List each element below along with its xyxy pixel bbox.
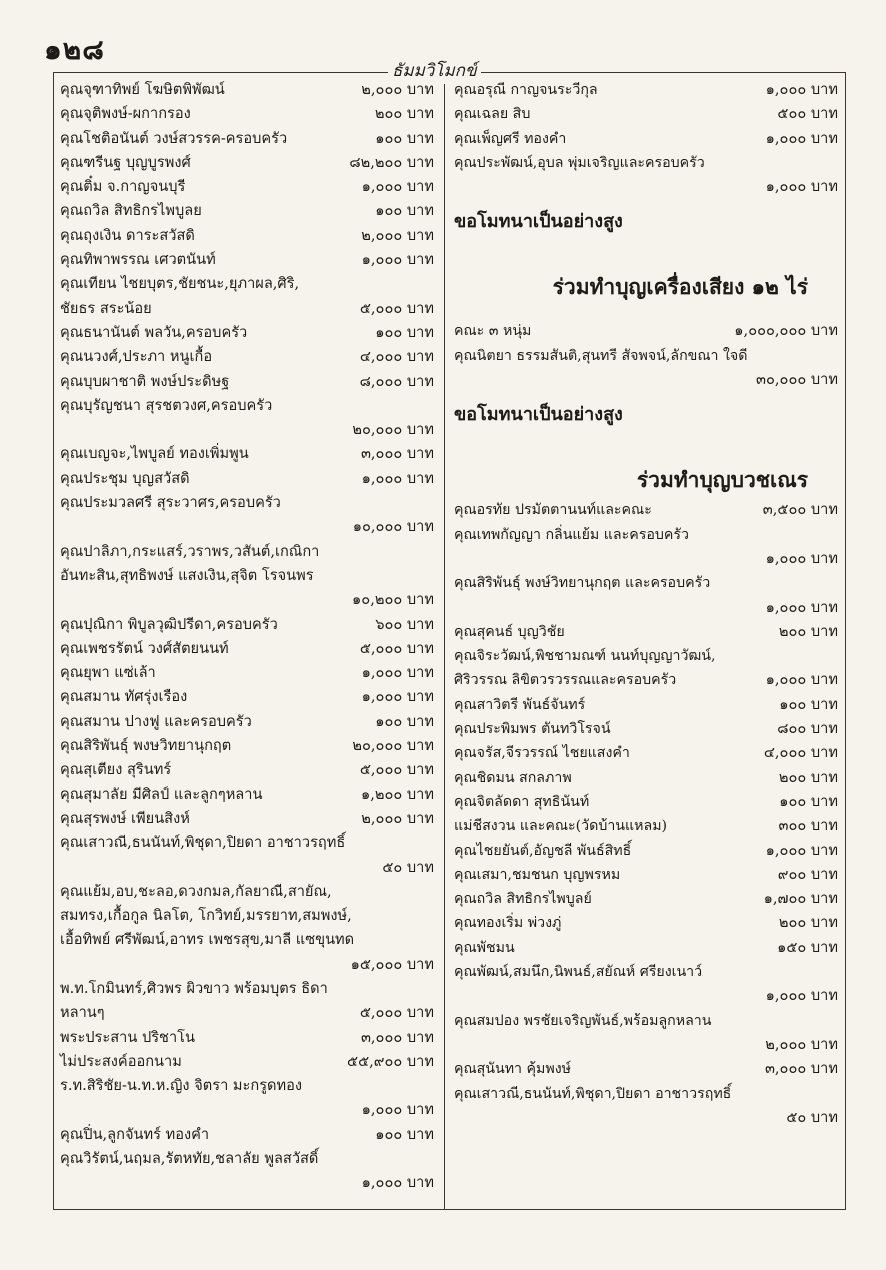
donor-name: ชัยธร สระน้อย (60, 299, 152, 317)
donor-name: คุณบุรัญชนา สุรชตวงศ,ครอบครัว (60, 396, 273, 414)
donor-row (60, 783, 434, 807)
donor-name: คุณจิระวัฒน์,พิชชามณฑ์ นนท์บุญญาวัฒน์, (454, 648, 716, 665)
donor-name: ศิริวรรณ ลิขิตวรวรรณและครอบครัว (454, 672, 677, 689)
donation-amount: ๕,๐๐๐ บาท (359, 299, 434, 317)
donor-name: คุณแย้ม,อบ,ชะลอ,ดวงกมล,กัลยาณี,สายัณ, (60, 882, 332, 900)
donor-row (60, 710, 434, 734)
donor-row (454, 368, 838, 392)
donor-row (454, 175, 838, 199)
donor-row (454, 523, 838, 547)
donation-amount: ๘,๐๐๐ บาท (359, 372, 434, 390)
right-column (454, 78, 838, 1130)
donor-name: คุณปุณิกา พิบูลวุฒิปรีดา,ครอบครัว (60, 615, 278, 633)
donor-name: ร.ท.สิริชัย-น.ท.ห.ญิง จิตรา มะกรูดทอง (60, 1077, 303, 1095)
donor-row (60, 272, 434, 296)
donor-name: คุณจุฑาทิพย์ โฆษิตพิพัฒน์ (60, 81, 225, 98)
donor-row (60, 321, 434, 345)
donation-amount: ๑๐,๒๐๐ บาท (352, 591, 434, 609)
donation-amount: ๕๐ บาท (786, 1108, 838, 1126)
donation-amount: ๑,๐๐๐ บาท (765, 549, 838, 567)
donor-row (60, 588, 434, 612)
novice-donor-list (454, 498, 838, 1130)
donor-name: เอื้อทิพย์ ศรีพัฒน์,อาทร เพชรสุข,มาลี แซขุนทด (60, 931, 355, 949)
donation-amount: ๒,๐๐๐ บาท (361, 809, 434, 827)
donation-amount: ๒๐๐ บาท (778, 914, 838, 932)
donation-amount: ๖๐๐ บาท (375, 615, 434, 633)
donor-row (454, 693, 838, 717)
donor-name: อันทะสิน,สุทธิพงษ์ แสงเงิน,สุจิต โรจนพร (60, 566, 314, 584)
donor-name: คุณเพ็ญศรี ทองคำ (454, 130, 567, 147)
donor-name: คุณพัฒน์,สมนึก,นิพนธ์,สยัณห์ ศรียงเนาว์ (454, 964, 703, 981)
donor-name: พ.ท.โกมินทร์,ศิวพร ผิวขาว พร้อมบุตร ธิดา (60, 979, 328, 997)
donor-row (454, 571, 838, 595)
donor-row (454, 620, 838, 644)
donation-amount: ๑,๒๐๐ บาท (360, 785, 434, 803)
anumodana-heading-2: ขอโมทนาเป็นอย่างสูง (454, 404, 623, 426)
donor-row (454, 839, 838, 863)
donor-row (454, 498, 838, 522)
donation-amount: ๓,๐๐๐ บาท (360, 445, 434, 463)
donor-row (60, 661, 434, 685)
donor-name: คุณสุมาลัย มีศิลป์ และลูกๆหลาน (60, 785, 263, 803)
donation-amount: ๑๐๐ บาท (375, 323, 434, 341)
donor-row (454, 151, 838, 175)
donation-amount: ๑,๐๐๐ บาท (765, 671, 838, 689)
donor-name: คุณเทียน ไชยบุตร,ชัยชนะ,ยุภาผล,ศิริ, (60, 275, 300, 293)
anumodana-heading-1: ขอโมทนาเป็นอย่างสูง (454, 211, 623, 233)
donor-name: คุณสุนันทา คุ้มพงษ์ (454, 1061, 572, 1078)
donor-row (454, 102, 838, 126)
donor-row (60, 102, 434, 126)
donor-name: หลานๆ (60, 1004, 105, 1022)
donor-name: พระประสาน ปริชาโน (60, 1028, 195, 1046)
donation-amount: ๑,๐๐๐ บาท (361, 664, 434, 682)
donor-row (60, 467, 434, 491)
donor-name: คุณนวงศ์,ประภา หนูเกื้อ (60, 348, 213, 366)
donor-row (60, 515, 434, 539)
donation-amount: ๑,๐๐๐ บาท (765, 841, 838, 859)
donor-row (60, 78, 434, 102)
donor-name: คุณเบญจะ,ไพบูลย์ ทองเพิ่มพูน (60, 445, 249, 463)
donor-row (454, 863, 838, 887)
donor-row (60, 224, 434, 248)
donor-name: คุณบุบผาชาติ พงษ์ประดิษฐ (60, 372, 230, 390)
donor-row (454, 814, 838, 838)
donor-row (60, 734, 434, 758)
donation-amount: ๑,๐๐๐ บาท (765, 129, 838, 147)
donation-amount: ๑๕,๐๐๐ บาท (350, 955, 434, 973)
donation-amount: ๑๕๐ บาท (777, 938, 838, 956)
donation-amount: ๑,๐๐๐ บาท (765, 598, 838, 616)
donation-amount: ๒๐,๐๐๐ บาท (352, 421, 434, 439)
donor-row (454, 766, 838, 790)
donor-row (60, 564, 434, 588)
donor-name: คุณเสาวณี,ธนนันท์,พิชุดา,ปิยดา อาชาวรฤทธิ์ (454, 1085, 732, 1102)
donation-amount: ๑,๐๐๐ บาท (765, 81, 838, 98)
donor-name: คุณถวิล สิทธิกรไพบูลย์ (454, 891, 592, 908)
donor-row (60, 248, 434, 272)
donor-row (454, 1009, 838, 1033)
donor-name: คุณสุรพงษ์ เพียนสิงห์ (60, 809, 190, 827)
donor-row (454, 344, 838, 368)
donor-name: คุณถุงเงิน ดาระสวัสดิ (60, 226, 195, 244)
donation-amount: ๓๐๐ บาท (778, 817, 838, 835)
donor-row (60, 370, 434, 394)
donation-amount: ๘๒,๒๐๐ บาท (349, 153, 434, 171)
donor-row (454, 1106, 838, 1130)
donation-amount: ๓,๐๐๐ บาท (764, 1060, 838, 1078)
donor-row (454, 127, 838, 151)
donation-amount: ๑,๐๐๐ บาท (361, 251, 434, 269)
donation-amount: ๓,๐๐๐ บาท (360, 1028, 434, 1046)
donor-row (454, 668, 838, 692)
donor-row (454, 960, 838, 984)
donor-row (454, 1057, 838, 1081)
donor-row (454, 1033, 838, 1057)
donor-row (60, 1123, 434, 1147)
donor-name: คุณประพัฒน์,อุบล พุ่มเจริญและครอบครัว (454, 154, 705, 171)
donor-row (60, 977, 434, 1001)
donor-name: คุณอรุณี กาญจนระวีกุล (454, 82, 598, 98)
donor-row (60, 1026, 434, 1050)
donor-row (60, 151, 434, 175)
spacer (454, 434, 838, 462)
donation-amount: ๑,๐๐๐,๐๐๐ บาท (734, 322, 838, 340)
donor-row (454, 596, 838, 620)
donor-row (60, 540, 434, 564)
donor-row (454, 1082, 838, 1106)
donation-amount: ๒,๐๐๐ บาท (765, 1035, 838, 1053)
donor-row (454, 936, 838, 960)
donor-row (60, 418, 434, 442)
donor-row (60, 1171, 434, 1195)
donation-amount: ๑๐๐ บาท (779, 792, 838, 810)
donation-amount: ๙๐๐ บาท (777, 865, 838, 883)
donation-amount: ๕๐๐ บาท (777, 105, 838, 123)
donor-row (60, 831, 434, 855)
donation-amount: ๑,๐๐๐ บาท (361, 688, 434, 706)
donor-row (60, 1074, 434, 1098)
donor-name: คุณปาลิภา,กระแสร์,วราพร,วสันต์,เกณิกา (60, 542, 320, 560)
donation-amount: ๑๐๐ บาท (375, 129, 434, 147)
donation-amount: ๑๐๐ บาท (375, 1125, 434, 1143)
donor-name: คุณไชยยันต์,อัญชลี พันธ์สิทธิ์ (454, 842, 632, 859)
donor-name: คุณยุพา แซ่เล้า (60, 664, 156, 682)
donor-name: คุณถวิล สิทธิกรไพบูลย (60, 202, 202, 220)
donor-name: คุณจิตลัดดา สุทธินันท์ (454, 793, 590, 810)
donation-amount: ๕,๐๐๐ บาท (359, 761, 434, 779)
donor-name: คุณเพชรรัตน์ วงศ์สัตยนนท์ (60, 639, 229, 657)
donor-name: คุณวิรัตน์,นฤมล,รัตหทัย,ชลาลัย พูลสวัสดิ์ (60, 1150, 319, 1168)
page-number: ๑๒๘ (44, 33, 105, 66)
donation-amount: ๕๐ บาท (382, 858, 434, 876)
donor-row (454, 741, 838, 765)
donor-row (60, 1050, 434, 1074)
donation-amount: ๒,๐๐๐ บาท (361, 81, 434, 98)
donor-row (454, 790, 838, 814)
donation-amount: ๑๐๐ บาท (375, 202, 434, 220)
donation-amount: ๔,๐๐๐ บาท (359, 348, 434, 366)
donor-name: คุณเฉลย สิบ (454, 106, 531, 123)
donor-name: คุณติ๋ม จ.กาญจนบุรี (60, 178, 186, 196)
donation-amount: ๑,๗๐๐ บาท (763, 890, 838, 908)
donor-row (60, 953, 434, 977)
donor-row (454, 984, 838, 1008)
donor-row (60, 685, 434, 709)
donor-name: คุณสิริพันธุ์ พงษ์วิทยานุกฤต และครอบครัว (454, 575, 711, 592)
donor-name: คุณฑรีนฐ บุญบูรพงศ์ (60, 153, 191, 171)
donor-row (454, 547, 838, 571)
donor-name: คุณสิริพันธุ์ พงษวิทยานุกฤต (60, 737, 232, 755)
donor-name: คุณเสาวณี,ธนนันท์,พิชุดา,ปิยดา อาชาวรฤทธิ์ (60, 834, 346, 852)
donor-name: คุณปิ่น,ลูกจันทร์ ทองคำ (60, 1125, 210, 1143)
donor-name: สมทรง,เกื้อกูล นิลโต, โกวิทย์,มรรยาท,สมพงษ์, (60, 907, 352, 925)
donor-name: คุณอรทัย ปรมัตตานนท์และคณะ (454, 502, 652, 519)
donor-row (60, 856, 434, 880)
donation-amount: ๑,๐๐๐ บาท (361, 178, 434, 196)
donor-row (60, 345, 434, 369)
donation-amount: ๑,๐๐๐ บาท (765, 987, 838, 1005)
donor-name: คุณจุติพงษ์-ผกากรอง (60, 105, 191, 123)
donor-row (60, 807, 434, 831)
header-title: ธัมมวิโมกข์ (388, 57, 481, 84)
donor-name: คุณประชุม บุญสวัสดิ (60, 469, 190, 487)
donor-name: ไม่ประสงค์ออกนาม (60, 1052, 182, 1070)
donor-name: คุณนิตยา ธรรมสันติ,สุนทรี สัจพจน์,ลักขณา ใจดี (454, 347, 748, 364)
donation-amount: ๑,๐๐๐ บาท (361, 469, 434, 487)
donor-name: แม่ชีสงวน และคณะ(วัดบ้านแหลม) (454, 818, 668, 835)
donor-row (60, 1147, 434, 1171)
section-title-speaker: ร่วมทำบุญเครื่องเสียง ๑๒ ไร่ (552, 274, 808, 300)
donation-amount: ๓๐,๐๐๐ บาท (756, 371, 838, 389)
donor-name: คุณทองเริ่ม พ่วงภู่ (454, 915, 562, 932)
donor-row (60, 904, 434, 928)
spacer (454, 241, 838, 269)
donor-row (60, 613, 434, 637)
donor-name: คุณชิดมน สกลภาพ (454, 769, 572, 786)
donor-row (60, 637, 434, 661)
donor-row (60, 442, 434, 466)
donation-amount: ๕๕,๙๐๐ บาท (347, 1052, 434, 1070)
right-top-list (454, 78, 838, 199)
donation-amount: ๒,๐๐๐ บาท (361, 226, 434, 244)
donation-amount: ๑๐,๐๐๐ บาท (352, 518, 434, 536)
donor-name: คณะ ๓ หนุ่ม (454, 323, 532, 340)
donation-amount: ๕,๐๐๐ บาท (359, 639, 434, 657)
donor-name: คุณสาวิตรี พันธ์จันทร์ (454, 696, 586, 713)
donor-name: คุณสมาน ทัศรุ่งเรือง (60, 688, 188, 706)
donor-name: คุณทิพาพรรณ เศวตนันท์ (60, 251, 216, 269)
left-column (60, 78, 434, 1196)
donor-row (60, 175, 434, 199)
donor-row (60, 928, 434, 952)
donor-row (60, 127, 434, 151)
donor-row (60, 491, 434, 515)
donor-row (60, 880, 434, 904)
donor-name: คุณสุคนธ์ บุญวิชัย (454, 623, 565, 640)
donation-amount: ๑๐๐ บาท (375, 712, 434, 730)
donor-name: คุณสมปอง พรชัยเจริญพันธ์,พร้อมลูกหลาน (454, 1012, 712, 1029)
donor-name: คุณเทพกัญญา กลิ่นแย้ม และครอบครัว (454, 526, 689, 543)
donor-name: คุณประพิมพร ตันทวิโรจน์ (454, 721, 611, 738)
donor-row (454, 911, 838, 935)
donor-row (60, 1001, 434, 1025)
donor-row (454, 644, 838, 668)
donor-name: คุณธนานันต์ พลวัน,ครอบครัว (60, 323, 248, 341)
spacer (454, 305, 838, 319)
donor-row (60, 758, 434, 782)
donor-name: คุณพัชมน (454, 939, 515, 956)
donor-name: คุณเสมา,ชมชนก บุญพรหม (454, 866, 621, 883)
donor-name: คุณประมวลศรี สุระวาศร,ครอบครัว (60, 494, 281, 512)
donor-row (454, 78, 838, 102)
donor-name: คุณจรัส,จีรวรรณ์ ไชยแสงคำ (454, 745, 630, 762)
donation-amount: ๕,๐๐๐ บาท (359, 1004, 434, 1022)
donor-row (60, 394, 434, 418)
donor-row (454, 717, 838, 741)
donor-name: คุณโชติอนันต์ วงษ์สวรรค-ครอบครัว (60, 129, 288, 147)
donation-amount: ๒๐๐ บาท (778, 768, 838, 786)
column-divider (444, 72, 445, 1210)
donation-amount: ๘๐๐ บาท (777, 720, 838, 738)
donation-amount: ๑,๐๐๐ บาท (361, 1101, 434, 1119)
speaker-donor-list (454, 319, 838, 392)
donation-amount: ๑,๐๐๐ บาท (765, 178, 838, 196)
donation-amount: ๒๐,๐๐๐ บาท (352, 737, 434, 755)
donation-amount: ๓,๕๐๐ บาท (762, 501, 838, 519)
donor-row (454, 319, 838, 343)
donor-name: คุณสุเตียง สุรินทร์ (60, 761, 172, 779)
donor-name: คุณสมาน ปางฟู และครอบครัว (60, 712, 252, 730)
donor-row (60, 1098, 434, 1122)
donation-amount: ๒๐๐ บาท (778, 622, 838, 640)
donation-amount: ๑๐๐ บาท (779, 695, 838, 713)
section-title-novice: ร่วมทำบุญบวชเณร (636, 467, 808, 493)
donation-amount: ๒๐๐ บาท (374, 105, 434, 123)
donor-row (60, 199, 434, 223)
donation-amount: ๑,๐๐๐ บาท (361, 1174, 434, 1192)
donor-row (60, 297, 434, 321)
donation-amount: ๔,๐๐๐ บาท (763, 744, 838, 762)
donor-row (454, 887, 838, 911)
